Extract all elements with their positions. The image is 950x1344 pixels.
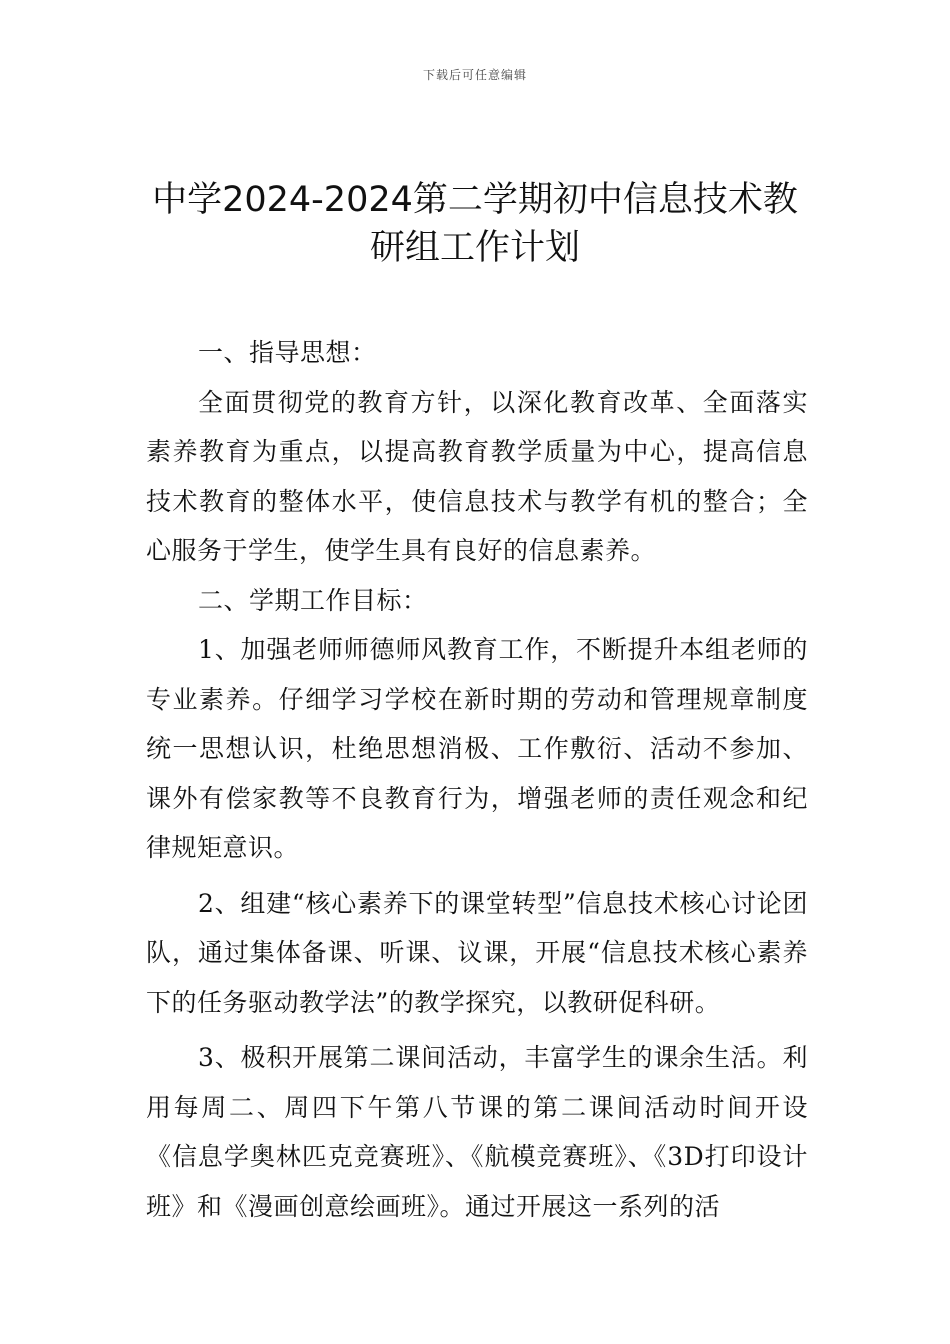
- section-heading-semester-goals: 二、学期工作目标：: [198, 585, 428, 615]
- document-title: [130, 176, 820, 272]
- page-header-note: 下载后可任意编辑: [422, 68, 527, 82]
- paragraph-guiding-ideology: 全面贯彻党的教育方针，以深化教育改革、全面落实素养教育为重点，以提高教育教学质量为中心，提高信息技术教育的整体水平，使信息技术与教学有机的整合；全心服务于学生，使学生具有良好的信息素养。: [146, 387, 808, 565]
- goal-item-2: 2、组建“核心素养下的课堂转型”信息技术核心讨论团队，通过集体备课、听课、议课，开展“信息技术核心素养下的任务驱动教学法”的教学探究，以教研促科研。: [146, 888, 808, 1017]
- section-heading-guiding-ideology: 一、指导思想：: [198, 338, 377, 367]
- document-title-line-2: 研组工作计划: [369, 228, 580, 268]
- document-title-line-1: 中学2024-2024第二学期初中信息技术教: [152, 180, 798, 220]
- goal-item-1: 1、加强老师师德师风教育工作，不断提升本组老师的专业素养。仔细学习学校在新时期的劳动和管理规章制度统一思想认识，杜绝思想消极、工作敷衍、活动不参加、课外有偿家教等不良教育行为，增强老师的责任观念和纪律规矩意识。: [146, 635, 808, 862]
- goal-item-3: 3、极积开展第二课间活动，丰富学生的课余生活。利用每周二、周四下午第八节课的第二课间活动时间开设《信息学奥林匹克竞赛班》、《航模竞赛班》、《3D打印设计班》和《漫画创意绘画班》。通过开展这一系列的活: [146, 1043, 808, 1221]
- document-body: [146, 328, 808, 1231]
